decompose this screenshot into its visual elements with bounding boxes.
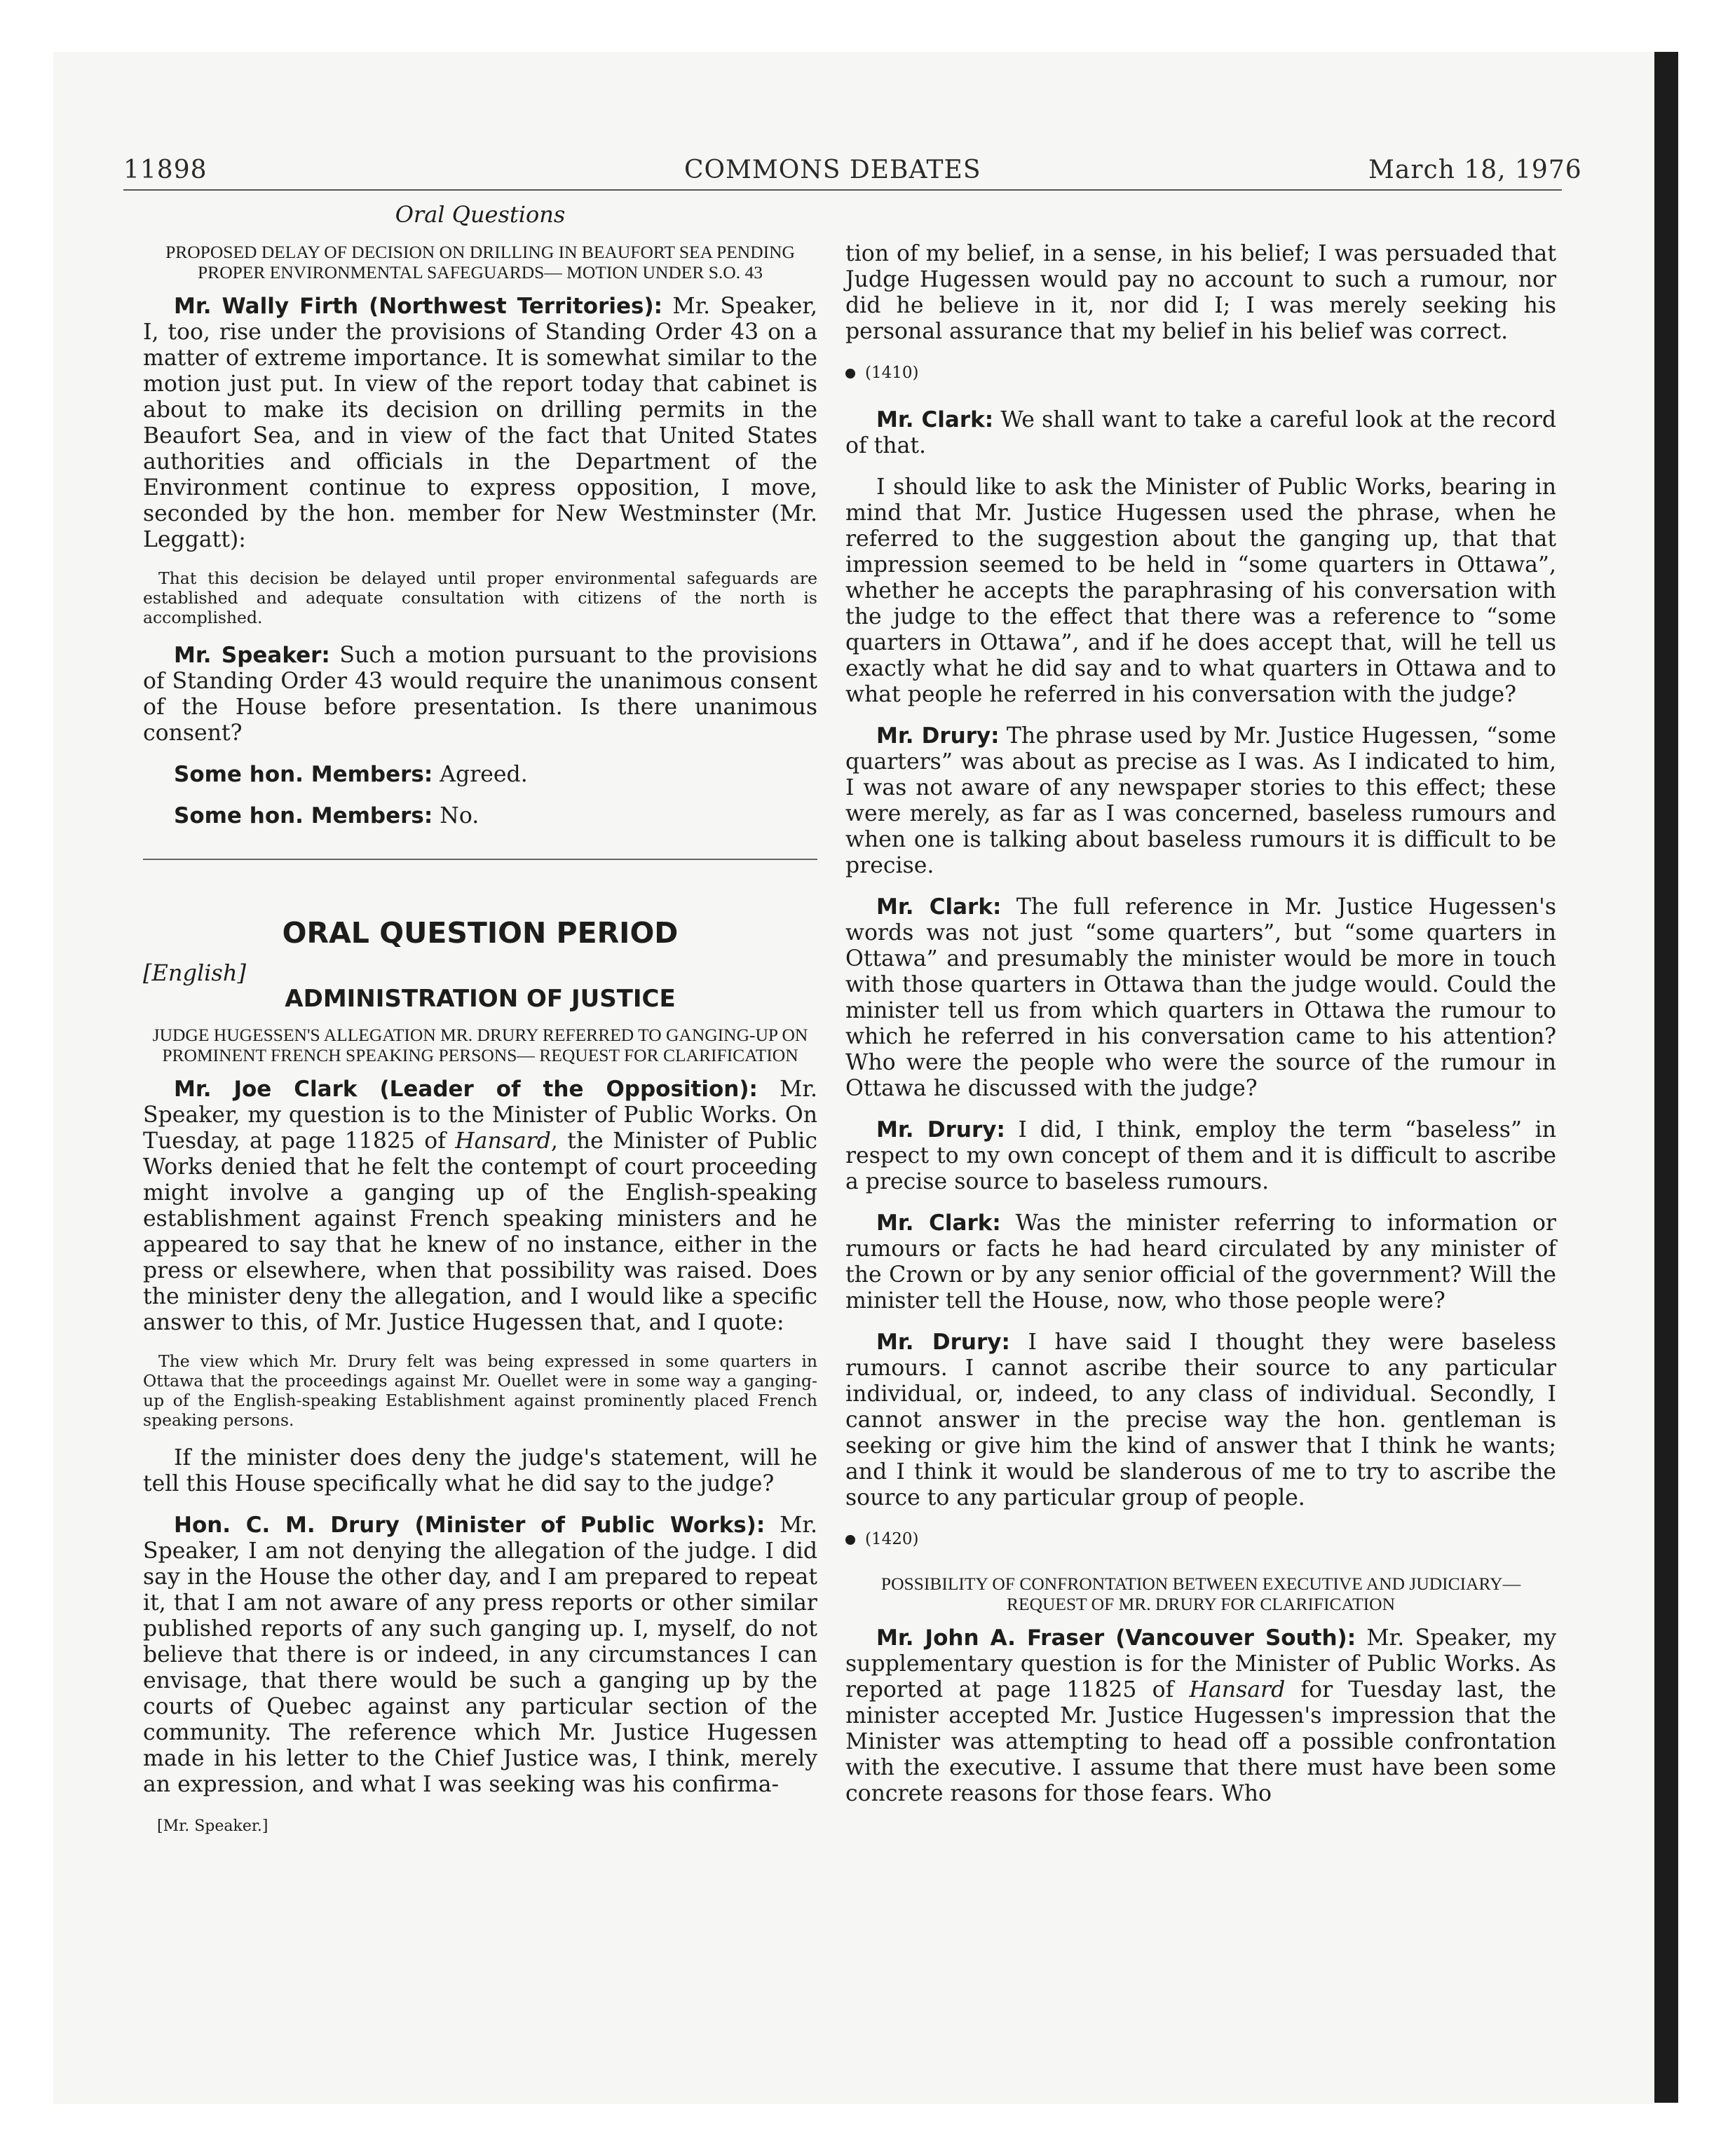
paragraph-drury-3 <box>845 1330 1556 1511</box>
header-rule <box>123 189 1562 191</box>
paragraph-clark-3 <box>845 1210 1556 1314</box>
hansard-ref: Hansard <box>1189 1677 1286 1703</box>
motion-heading: PROPOSED DELAY OF DECISION ON DRILLING IN BEAUFORT SEA PENDING PROPER ENVIRONMENTAL SAFEGUARDS— MOTION UNDER S.O. 43 <box>165 242 795 282</box>
judge-heading: JUDGE HUGESSEN'S ALLEGATION MR. DRURY REFERRED TO GANGING-UP ON PROMINENT FRENCH SPEAKING PERSONS— REQUEST FOR CLARIFICATION <box>152 1025 808 1065</box>
paragraph-speaker <box>143 643 817 746</box>
page-number: 11898 <box>123 156 207 184</box>
speech-text: We shall want to take a careful look at the record of that. <box>845 407 1556 458</box>
oral-question-period-heading: ORAL QUESTION PERIOD <box>282 916 679 950</box>
section-label: Oral Questions <box>395 201 566 228</box>
speaker-name: Mr. Drury: <box>876 1330 1010 1355</box>
speech-text: Mr. Speaker, my supplementary question is for the Minister of Public Works. As reported at page 11825 of <box>845 1625 1556 1703</box>
speaker-name: Mr. Drury: <box>876 1117 1005 1142</box>
paragraph-firth <box>143 294 817 553</box>
language-marker: [English] <box>143 960 246 986</box>
timestamp-text: (1410) <box>865 364 919 382</box>
speaker-name: Some hon. Members: <box>174 762 433 787</box>
paragraph-drury-2 <box>845 1117 1556 1195</box>
paragraph-members-no <box>143 803 817 829</box>
speech-text: I did, I think, employ the term “baseless” in respect to my own concept of them and it is difficult to ascribe a precise source to baseless rumours. <box>845 1117 1556 1194</box>
speaker-name: Some hon. Members: <box>174 803 433 828</box>
speaker-name: Mr. Wally Firth (Northwest Territories): <box>174 294 663 319</box>
speech-text: , the Minister of Public Works denied that he felt the contempt of court proceeding might involve a ganging up of the English-speaking establishment against French speaking ministers and he appeared to say that he knew of no instance, either in the press or elsewhere, when that possibility was raised. Does the minister deny the allegation, and I would like a specific answer to this, of Mr. Justice Hugessen that, and I quote: <box>143 1128 817 1335</box>
speaker-name: Mr. Clark: <box>876 1210 1001 1236</box>
speech-text: I have said I thought they were baseless rumours. I cannot ascribe their source to any particular individual, or, indeed, to any class of individual. Secondly, I cannot answer in the precise way the hon. gentleman is seeking or give him the kind of answer that I think he wants; and I think it would be slanderous of me to try to ascribe the source to any particular group of people. <box>845 1330 1556 1510</box>
judge-quote: The view which Mr. Drury felt was being expressed in some quarters in Ottawa that the proceedings against Mr. Ouellet were in some way a ganging-up of the English-speaking Establishment against prominently placed French speaking persons. <box>143 1351 817 1430</box>
section-divider <box>143 859 817 860</box>
speaker-name: Mr. John A. Fraser (Vancouver South): <box>876 1625 1356 1651</box>
paragraph-clark <box>845 407 1556 459</box>
speech-text: Mr. Speaker, my question is to the Minister of Public Works. On Tuesday, at page 11825 of <box>143 1077 817 1154</box>
bullet-dot-icon <box>845 369 855 378</box>
right-column <box>845 241 1556 1822</box>
running-title: COMMONS DEBATES <box>684 156 981 184</box>
paragraph-fraser <box>845 1625 1556 1807</box>
speaker-name: Mr. Clark: <box>876 894 1002 920</box>
timestamp-text: (1420) <box>865 1530 919 1548</box>
hansard-ref: Hansard <box>455 1128 551 1154</box>
speech-text: Such a motion pursuant to the provisions of Standing Order 43 would require the unanimous consent of the House before presentation. Is there unanimous consent? <box>143 643 817 746</box>
speech-text: The phrase used by Mr. Justice Hugessen, “some quarters” was about as precise as I was. As I indicated to him, I was not aware of any newspaper stories to this effect; these were merely, as far as I was concerned, baseless rumours and when one is talking about baseless rumours it is difficult to be precise. <box>845 723 1556 878</box>
paragraph-clark-followup: If the minister does deny the judge's statement, will he tell this House specifically what he did say to the judge? <box>143 1445 817 1496</box>
speech-text: Mr. Speaker, I am not denying the allegation of the judge. I did say in the House the other day, and I am prepared to repeat it, that I am not aware of any press reports or other similar published reports of any such ganging up. I, myself, do not believe that there is or indeed, in any circumstances I can envisage, that there would be such a ganging up by the courts of Quebec against any particular section of the community. The reference which Mr. Justice Hugessen made in his letter to the Chief Justice was, I think, merely an expression, and what I was seeking was his confirma- <box>143 1513 817 1797</box>
paragraph-members-agreed <box>143 762 817 788</box>
paragraph-drury-answer <box>143 1513 817 1798</box>
speech-text: Agreed. <box>433 762 528 787</box>
speaker-name: Mr. Drury: <box>876 723 1000 749</box>
scan-edge-shadow <box>1654 52 1678 2103</box>
speech-text: The full reference in Mr. Justice Hugessen's words was not just “some quarters”, but “some quarters in Ottawa” and presumably the minister would be more in touch with those quarters in Ottawa than the judge would. Could the minister tell us from which quarters in Ottawa the rumour to which he referred in his conversation came to his attention? Who were the people who were the source of the rumour in Ottawa he discussed with the judge? <box>845 894 1556 1101</box>
speech-text: Mr. Speaker, I, too, rise under the provisions of Standing Order 43 on a matter of extreme importance. It is somewhat similar to the motion just put. In view of the report today that cabinet is about to make its decision on drilling permits in the Beaufort Sea, and in view of the fact that United States authorities and officials in the Department of the Environment continue to express opposition, I move, seconded by the hon. member for New Westminster (Mr. Leggatt): <box>143 294 817 552</box>
confrontation-heading: POSSIBILITY OF CONFRONTATION BETWEEN EXECUTIVE AND JUDICIARY—REQUEST OF MR. DRURY FOR CLARIFICATION <box>880 1574 1521 1614</box>
timestamp-1420 <box>845 1527 1556 1553</box>
timestamp-1410 <box>845 360 1556 386</box>
paragraph-clark-ask: I should like to ask the Minister of Public Works, bearing in mind that Mr. Justice Hugessen used the phrase, when he referred to the suggestion about the ganging up, that that impression seemed to be held in “some quarters in Ottawa”, whether he accepts the paraphrasing of his conversation with the judge to the effect that there was a reference to “some quarters in Ottawa”, and if he does accept that, will he tell us exactly what he did say and to what quarters in Ottawa and to what people he referred in his conversation with the judge? <box>845 475 1556 707</box>
administration-heading: ADMINISTRATION OF JUSTICE <box>285 985 676 1013</box>
speaker-name: Mr. Speaker: <box>174 643 330 668</box>
footer-speaker-note: [Mr. Speaker.] <box>157 1817 268 1835</box>
speech-text: No. <box>433 803 479 828</box>
paragraph-clark-2 <box>845 894 1556 1102</box>
speaker-name: Mr. Joe Clark (Leader of the Opposition): <box>174 1077 758 1102</box>
speech-text: Was the minister referring to information or rumours or facts he had heard circulated by any minister of the Crown or by any senior official of the government? Will the minister tell the House, now, who those people were? <box>845 1210 1556 1314</box>
left-column <box>143 202 817 1839</box>
paragraph-drury <box>845 723 1556 879</box>
speech-text: for Tuesday last, the minister accepted Mr. Justice Hugessen's impression that the Minister was attempting to head off a possible confrontation with the executive. I assume that there must have been some concrete reasons for those fears. Who <box>845 1677 1557 1806</box>
paragraph-clark-question <box>143 1077 817 1336</box>
speaker-name: Hon. C. M. Drury (Minister of Public Works): <box>174 1513 766 1538</box>
bullet-dot-icon <box>845 1535 855 1545</box>
paragraph-continuation: tion of my belief, in a sense, in his belief; I was persuaded that Judge Hugessen would pay no account to such a rumour, nor did he believe in it, nor did I; I was merely seeking his personal assurance that my belief in his belief was correct. <box>845 241 1556 344</box>
page-date: March 18, 1976 <box>1368 156 1582 184</box>
motion-quote: That this decision be delayed until proper environmental safeguards are established and adequate consultation with citizens of the north is accomplished. <box>143 568 817 627</box>
speaker-name: Mr. Clark: <box>876 407 994 432</box>
